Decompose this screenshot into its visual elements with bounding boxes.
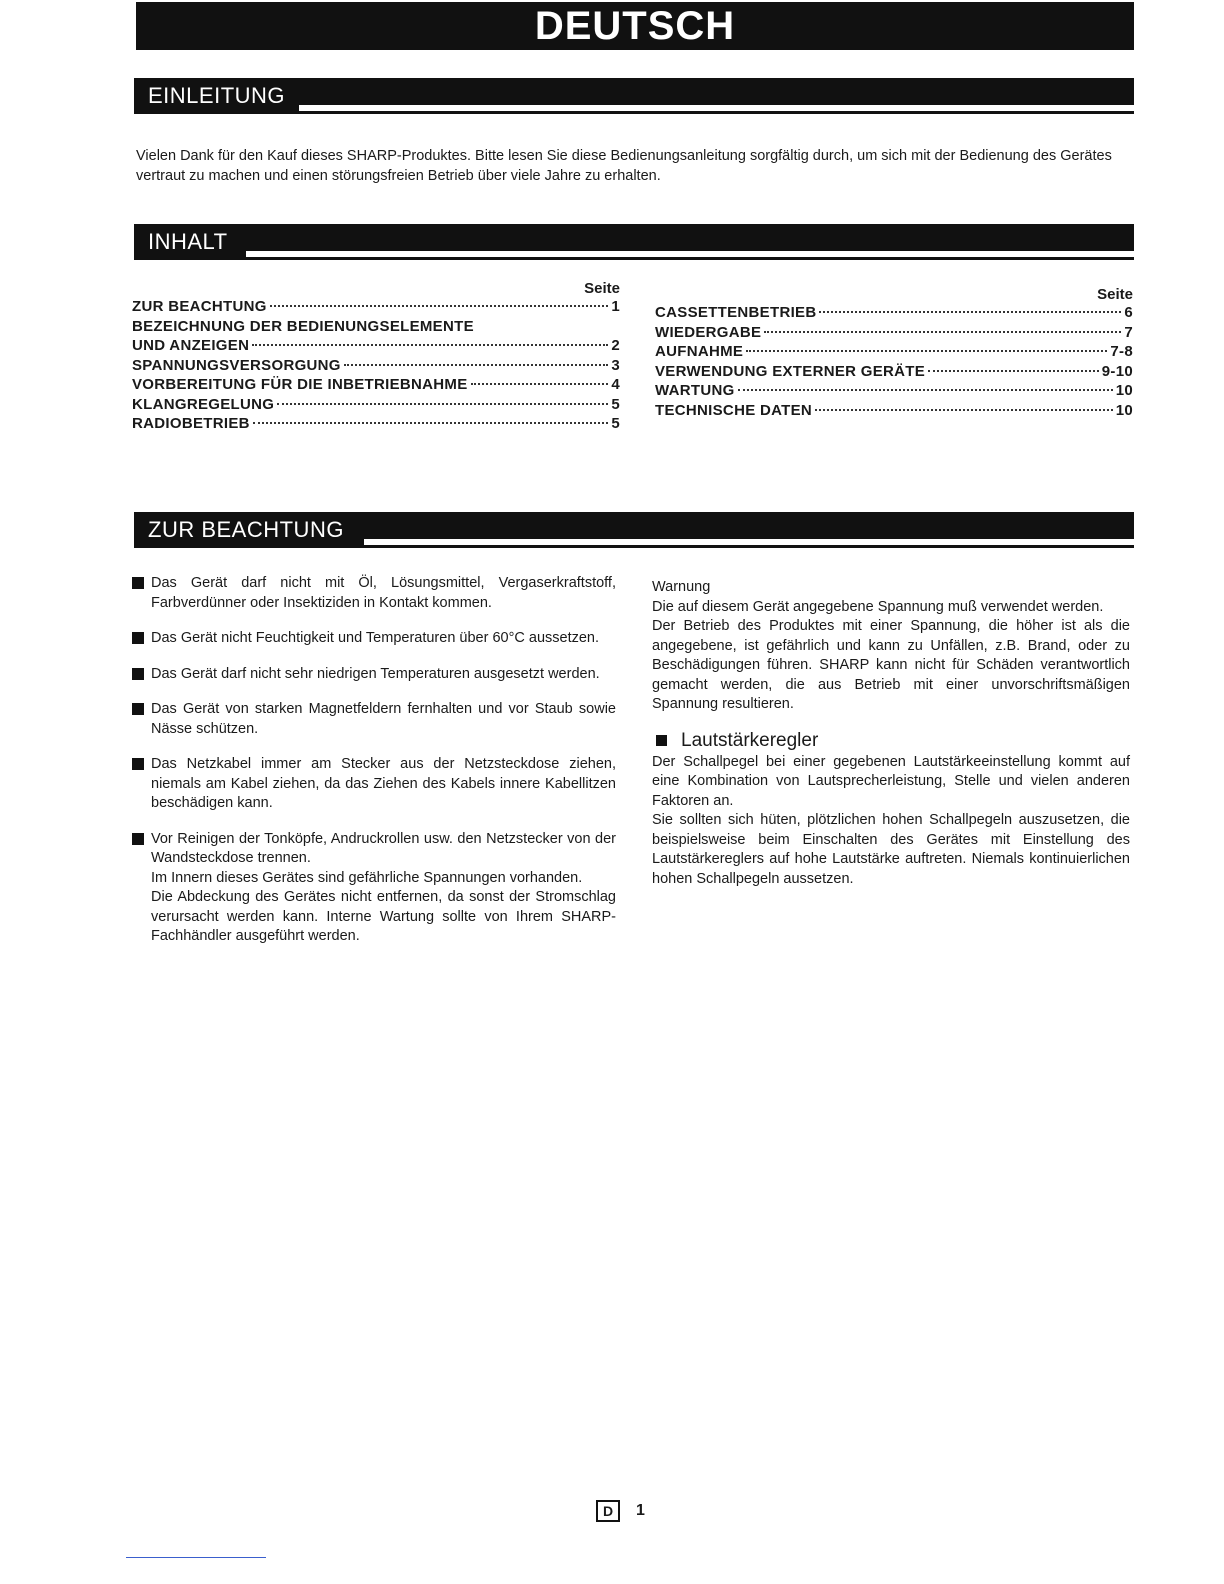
toc-leader (815, 409, 1113, 411)
toc-entry (132, 298, 620, 318)
toc-entry-title: UND ANZEIGEN (132, 337, 250, 354)
note-item (132, 755, 616, 814)
toc-entry-title: VORBEREITUNG FÜR DIE INBETRIEBNAHME (132, 376, 468, 393)
toc-entry-page: 7-8 (1110, 343, 1133, 360)
note-text: Das Gerät darf nicht mit Öl, Lösungsmittel, Vergaserkraftstoff, Farbverdünner oder Insektiziden in Kontakt kommen. (151, 575, 616, 611)
toc-entry-page: 6 (1124, 304, 1133, 321)
toc-entry-title: TECHNISCHE DATEN (655, 401, 813, 419)
toc-entry (132, 337, 620, 357)
note-text: Das Gerät darf nicht sehr niedrigen Temperaturen ausgesetzt werden. (151, 665, 600, 682)
toc-entry-page: 10 (1115, 401, 1133, 419)
warning-paragraph: Die auf diesem Gerät angegebene Spannung muß verwendet werden. (652, 598, 1104, 615)
language-badge: D (596, 1500, 620, 1522)
warning-block (652, 578, 1130, 889)
toc-left-column (132, 280, 620, 435)
toc-entry (655, 343, 1133, 363)
intro-paragraph: Vielen Dank für den Kauf dieses SHARP-Produktes. Bitte lesen Sie diese Bedienungsanleitung sorgfältig durch, um sich mit der Bedienung des Gerätes vertraut zu machen und einen störungsfreien Betrieb über viele Jahre zu erhalten. (136, 148, 1112, 184)
toc-entry (655, 304, 1133, 324)
note-item (132, 830, 616, 947)
volume-paragraph: Sie sollten sich hüten, plötzlichen hohen Schallpegeln auszusetzen, die beispielsweise beim Einschalten des Gerätes mit Einstellung des Lautstärkereglers auf hohe Lautstärke auftreten. Niemals kontinuierlichen hohen Schallpegeln aussetzen. (652, 812, 1130, 887)
toc-entry-page: 2 (611, 337, 620, 354)
toc-entry (132, 318, 620, 338)
toc-entry (132, 357, 620, 377)
page-title: DEUTSCH (136, 2, 1134, 50)
warning-paragraph: Der Betrieb des Produktes mit einer Spannung, die höher ist als die angegebene, ist gefährlich und kann zu Unfällen, z.B. Brand, oder zu Beschädigungen führen. SHARP kann nicht für Schäden verantwortlich gemacht werden, die aus Betrieb mit einer unvorschriftsmäßigen Spannung resultieren. (652, 618, 1130, 712)
toc-page-header: Seite (584, 280, 620, 297)
bullet-square-icon (132, 632, 144, 644)
section-header-inhalt (134, 224, 1134, 260)
toc-entry (132, 376, 620, 396)
notes-list (132, 574, 616, 963)
toc-entry-page: 1 (611, 298, 620, 315)
volume-title: Lautstärkeregler (681, 729, 819, 751)
toc-entry-page: 4 (611, 376, 620, 393)
bullet-square-icon (132, 668, 144, 680)
toc-entry-page: 3 (611, 356, 620, 374)
toc-leader (764, 331, 1121, 333)
toc-right-column (655, 286, 1133, 421)
toc-entry-page: 5 (611, 395, 620, 413)
volume-heading (652, 729, 1130, 753)
bullet-square-icon (132, 833, 144, 845)
toc-leader (253, 422, 609, 424)
bullet-square-icon (656, 735, 667, 746)
page-number: 1 (636, 1502, 645, 1519)
note-text: Das Netzkabel immer am Stecker aus der Netzsteckdose ziehen, niemals am Kabel ziehen, da das Ziehen des Kabels innere Kabellitzen beschädigen kann. (151, 756, 616, 811)
bullet-square-icon (132, 758, 144, 770)
toc-entry-title: AUFNAHME (655, 343, 744, 360)
note-text: Die Abdeckung des Gerätes nicht entfernen, da sonst der Stromschlag verursacht werden kann. Interne Wartung sollte von Ihrem SHARP-Fachhändler ausgeführt werden. (151, 889, 616, 944)
toc-entry-title: RADIOBETRIEB (132, 415, 250, 432)
section-header-einleitung (134, 78, 1134, 114)
toc-entry-page: 5 (611, 415, 620, 432)
toc-entry (655, 363, 1133, 383)
toc-entry (655, 324, 1133, 344)
section-title: EINLEITUNG (148, 83, 286, 108)
toc-entry-title: SPANNUNGSVERSORGUNG (132, 356, 341, 374)
toc-leader (344, 364, 609, 366)
note-text: Im Innern dieses Gerätes sind gefährliche Spannungen vorhanden. (151, 869, 583, 886)
bullet-square-icon (132, 703, 144, 715)
page-footer (596, 1500, 645, 1522)
toc-entry-page: 7 (1124, 323, 1133, 341)
toc-entry (132, 396, 620, 416)
note-item (132, 700, 616, 739)
toc-entry-title: KLANGREGELUNG (132, 395, 275, 413)
note-text: Das Gerät von starken Magnetfeldern fernhalten und vor Staub sowie Nässe schützen. (151, 701, 616, 737)
note-text: Das Gerät nicht Feuchtigkeit und Temperaturen über 60°C aussetzen. (151, 630, 600, 646)
note-item (132, 574, 616, 613)
warning-title: Warnung (652, 579, 711, 595)
bullet-square-icon (132, 577, 144, 589)
toc-entry-page: 10 (1115, 382, 1133, 399)
volume-paragraph: Der Schallpegel bei einer gegebenen Lautstärkeeinstellung kommt auf eine Kombination von Lautsprecherleistung, Stelle und vielen anderen Faktoren an. (652, 753, 1130, 809)
toc-entry-title: VERWENDUNG EXTERNER GERÄTE (655, 362, 926, 380)
toc-entry-title: ZUR BEACHTUNG (132, 298, 267, 315)
toc-leader (252, 344, 608, 346)
toc-entry (655, 382, 1133, 402)
toc-entry-title: WARTUNG (655, 382, 735, 399)
section-title: ZUR BEACHTUNG (148, 517, 344, 542)
toc-leader (277, 403, 608, 405)
toc-entry-title: WIEDERGABE (655, 323, 762, 341)
toc-leader (746, 350, 1107, 352)
toc-entry-title: BEZEICHNUNG DER BEDIENUNGSELEMENTE (132, 317, 474, 335)
toc-leader (270, 305, 609, 307)
toc-leader (471, 383, 609, 385)
toc-entry-page: 9-10 (1101, 362, 1133, 380)
note-item (132, 665, 616, 685)
toc-leader (819, 311, 1121, 313)
toc-entry-title: CASSETTENBETRIEB (655, 304, 817, 321)
toc-page-header: Seite (1097, 286, 1133, 303)
toc-leader (928, 370, 1099, 372)
note-item (132, 629, 616, 649)
toc-leader (738, 389, 1113, 391)
note-text: Vor Reinigen der Tonköpfe, Andruckrollen usw. den Netzstecker von der Wandsteckdose trennen. (151, 830, 616, 866)
section-header-beachtung (134, 512, 1134, 548)
divider (126, 1557, 266, 1558)
toc-entry (655, 402, 1133, 422)
toc-entry (132, 415, 620, 435)
section-title: INHALT (148, 229, 228, 254)
